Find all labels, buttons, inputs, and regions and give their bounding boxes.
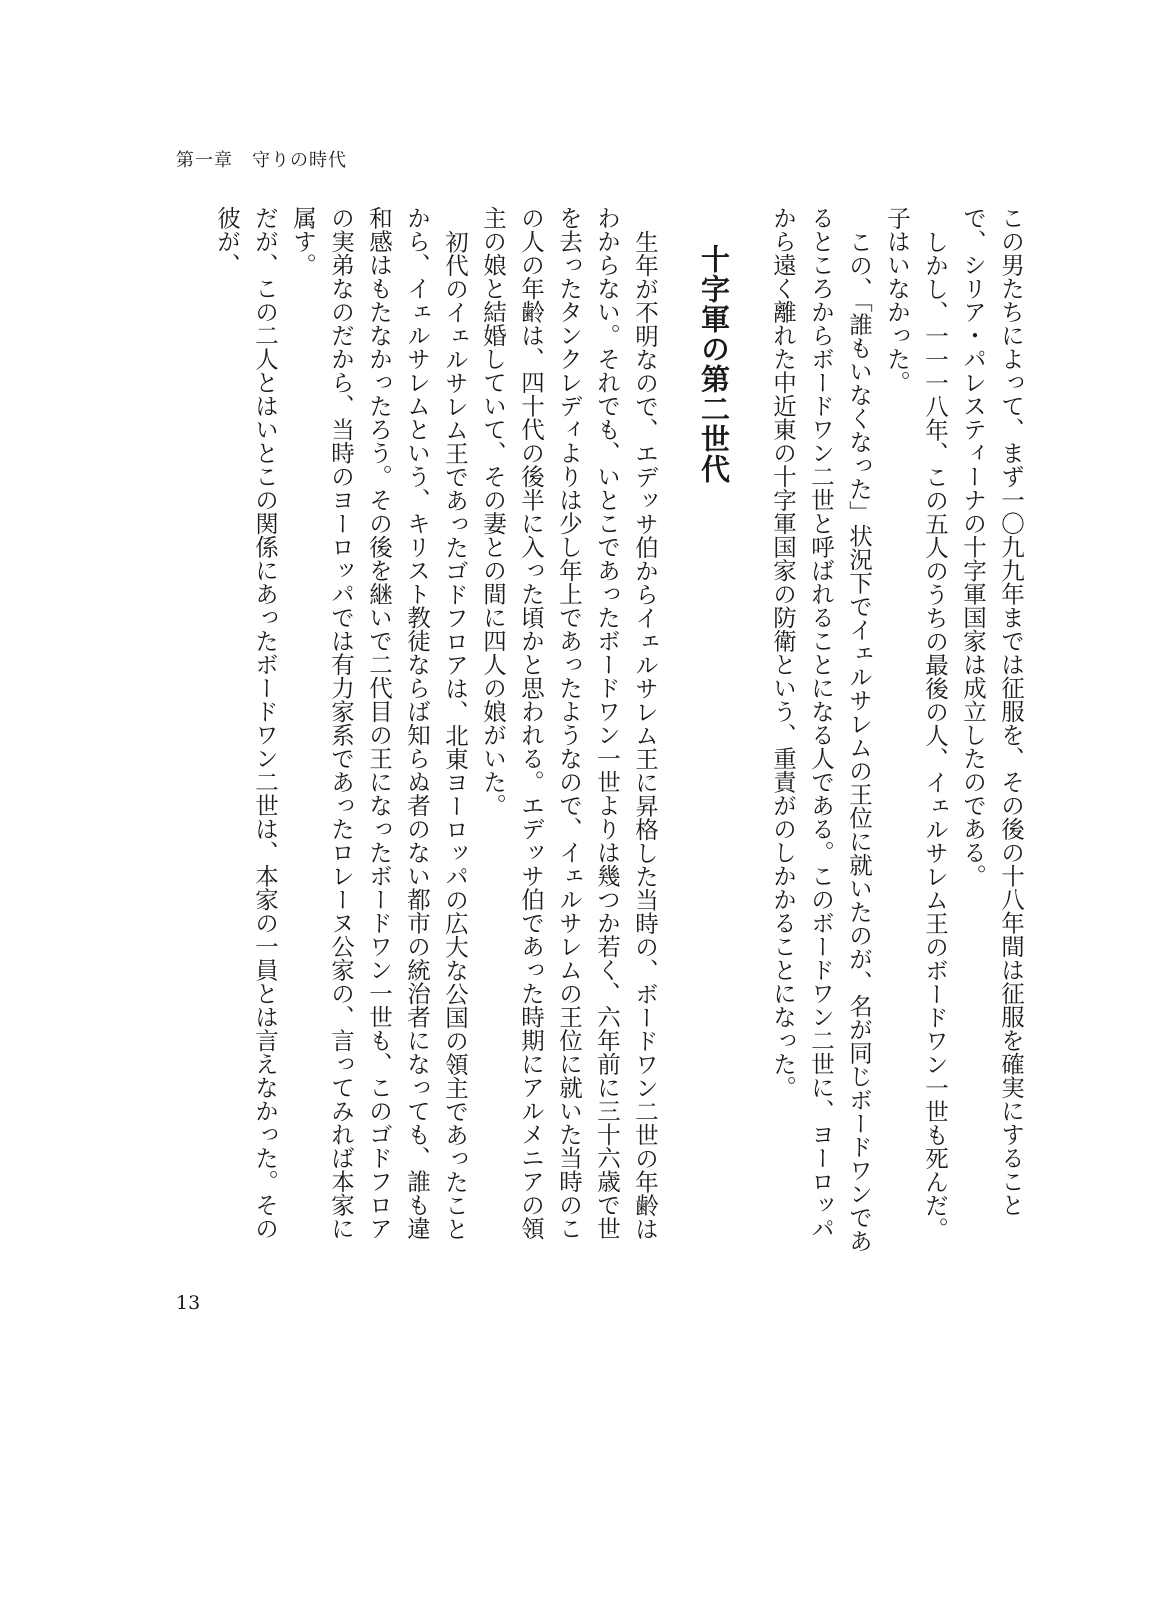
body-text <box>140 206 1030 1256</box>
paragraph: しかし、一一一八年、この五人のうちの最後の人、イェルサレム王のボードワン一世も死んだ。子はいなかった。 <box>883 206 949 1240</box>
paragraph: 初代のイェルサレム王であったゴドフロアは、北東ヨーロッパの広大な公国の領主であったことから、イェルサレムという、キリスト教徒ならば知らぬ者のない都市の統治者になっても、誰も違和感はもたなかったろう。その後を継いで二代目の王になったボードワン一世も、このゴドフロアの実弟なのだから、当時のヨーロッパでは有力家系であったロレーヌ公家の、言ってみれば本家に属す。 <box>289 206 469 1240</box>
paragraph: この、「誰もいなくなった」状況下でイェルサレムの王位に就いたのが、名が同じボードワンであるところからボードワン二世と呼ばれることになる人である。このボードワン二世に、ヨーロッパから遠く離れた中近東の十字軍国家の防衛という、重責がのしかかることになった。 <box>769 206 873 1252</box>
page-number: 13 <box>176 1292 201 1314</box>
paragraph: だが、この二人とはいとこの関係にあったボードワン二世は、本家の一員とは言えなかった。その彼が、 <box>213 206 279 1240</box>
paragraph: 生年が不明なので、エデッサ伯からイェルサレム王に昇格した当時の、ボードワン二世の年齢はわからない。それでも、いとこであったボードワン一世よりは幾つか若く、六年前に三十六歳で世を去ったタンクレディよりは少し年上であったようなので、イェルサレムの王位に就いた当時のこの人の年齢は、四十代の後半に入った頃かと思われる。エデッサ伯であった時期にアルメニアの領主の娘と結婚していて、その妻との間に四人の娘がいた。 <box>479 206 659 1240</box>
paragraph: この男たちによって、まず一〇九九年までは征服を、その後の十八年間は征服を確実にすることで、シリア・パレスティーナの十字軍国家は成立したのである。 <box>959 206 1025 1217</box>
running-head: 第一章 守りの時代 <box>176 150 347 171</box>
section-heading: 十字軍の第二世代 <box>697 244 731 484</box>
